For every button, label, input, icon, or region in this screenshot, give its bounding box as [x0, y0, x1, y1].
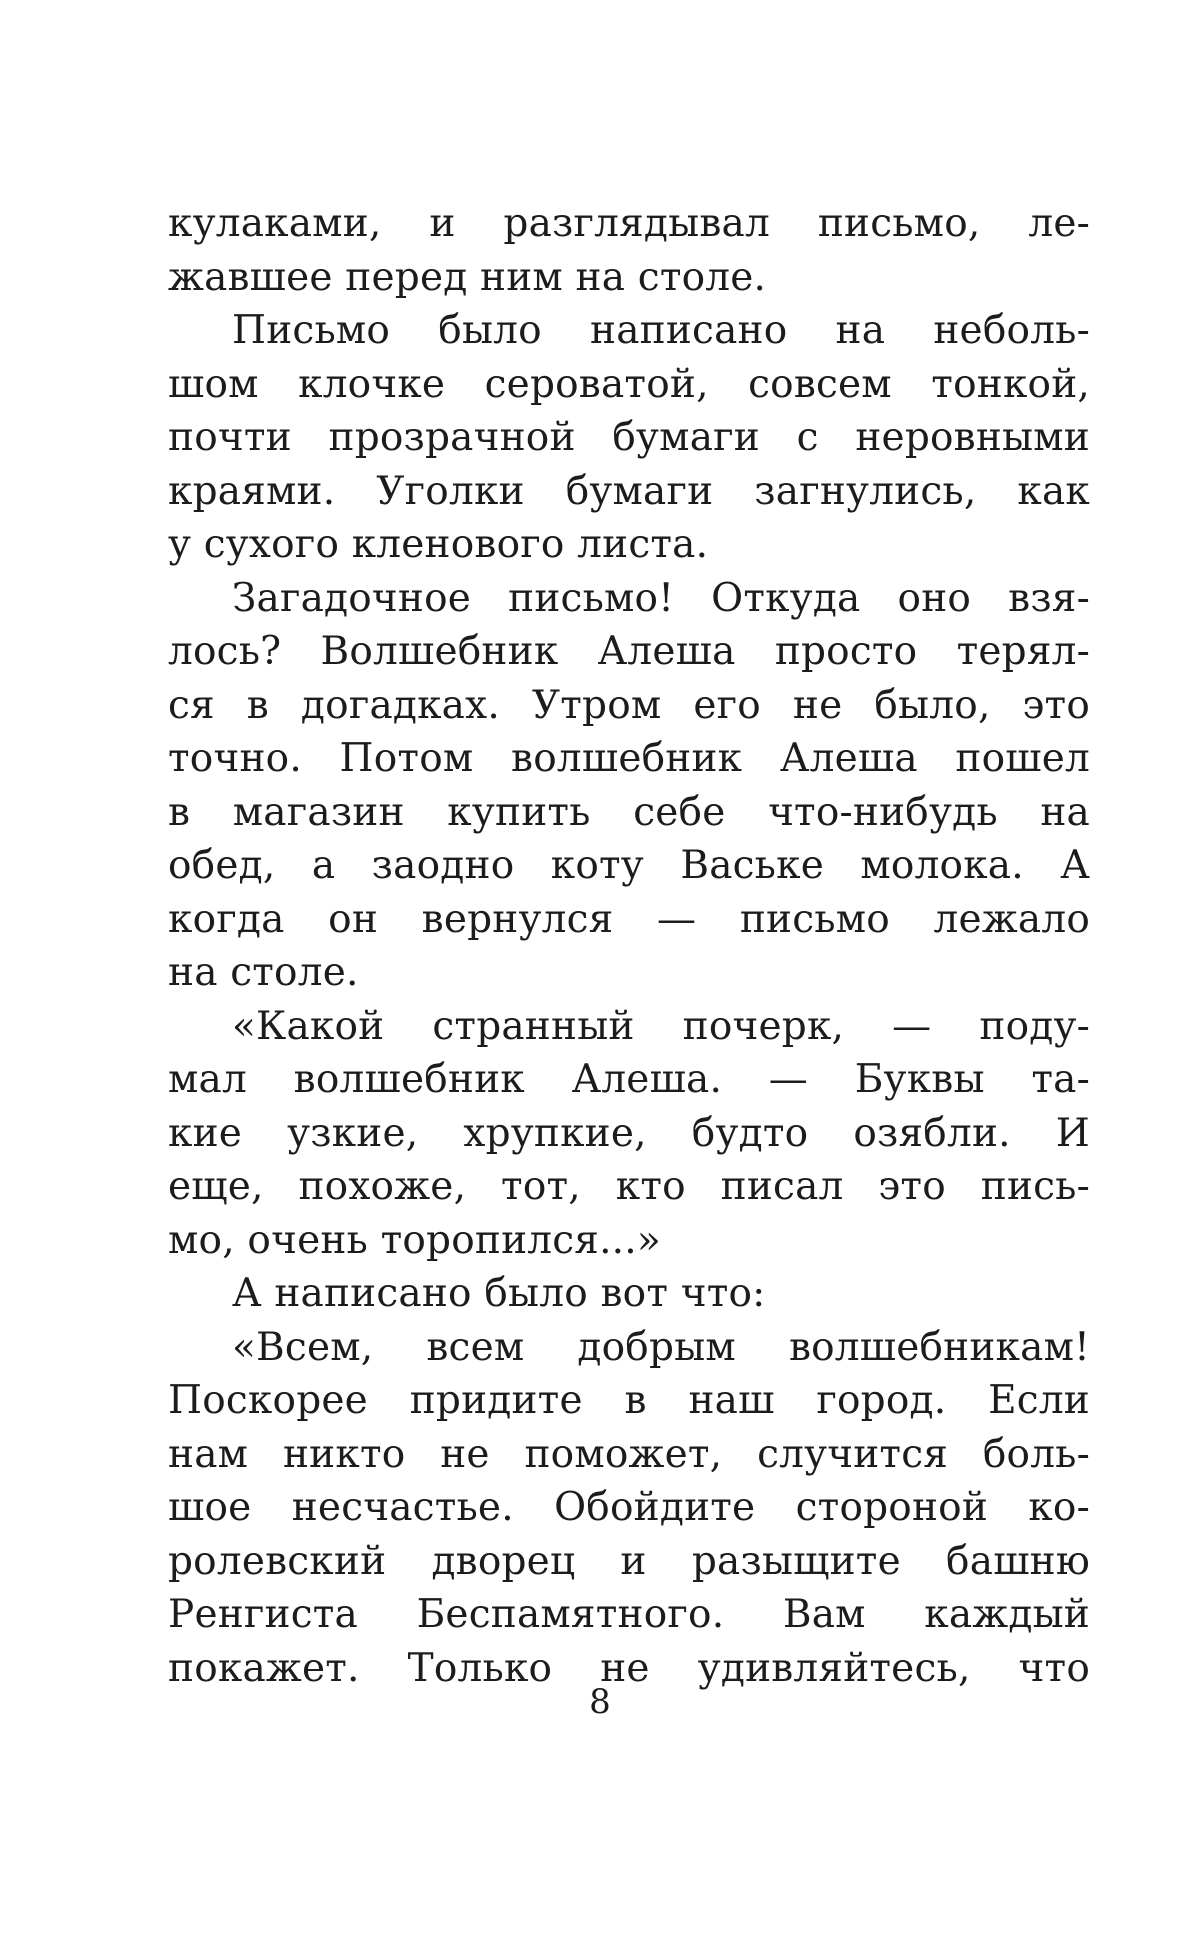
text-line: в магазин купить себе что-нибудь на — [168, 789, 1090, 835]
text-line: «Всем, всем добрым волшебникам! — [232, 1324, 1090, 1370]
text-line: краями. Уголки бумаги загнулись, как — [168, 468, 1090, 514]
text-line: на столе. — [168, 950, 359, 995]
text-line: Поскорее придите в наш город. Если — [168, 1378, 1090, 1423]
text-line: нам никто не поможет, случится боль- — [168, 1431, 1090, 1477]
text-line: мо, очень торопился...» — [168, 1217, 661, 1263]
text-line: покажет. Только не удивляйтесь, что — [168, 1645, 1090, 1691]
text-line: у сухого кленового листа. — [168, 522, 709, 567]
text-line: «Какой странный почерк, — поду- — [232, 1003, 1090, 1049]
text-line: мал волшебник Алеша. — Буквы та- — [168, 1057, 1090, 1102]
text-line: жавшее перед ним на столе. — [168, 254, 767, 300]
text-line: шом клочке сероватой, совсем тонкой, — [168, 361, 1090, 407]
text-line: Ренгиста Беспамятного. Вам каждый — [168, 1592, 1090, 1637]
text-line: ся в догадках. Утром его не было, это — [168, 682, 1090, 728]
text-line: А написано было вот что: — [232, 1271, 766, 1316]
text-line: ролевский дворец и разыщите башню — [168, 1538, 1090, 1584]
text-line: шое несчастье. Обойдите стороной ко- — [168, 1485, 1090, 1530]
text-line: лось? Волшебник Алеша просто терял- — [168, 629, 1090, 674]
text-line: Загадочное письмо! Откуда оно взя- — [232, 575, 1090, 621]
text-line: почти прозрачной бумаги с неровными — [168, 415, 1090, 460]
page-number: 8 — [589, 1682, 611, 1722]
text-line: кие узкие, хрупкие, будто озябли. И — [168, 1110, 1090, 1156]
text-line: еще, похоже, тот, кто писал это пись- — [168, 1164, 1090, 1209]
text-line: Письмо было написано на неболь- — [232, 308, 1090, 353]
text-line: кулаками, и разглядывал письмо, ле- — [168, 201, 1090, 246]
text-line: обед, а заодно коту Ваське молока. А — [168, 843, 1090, 888]
text-line: точно. Потом волшебник Алеша пошел — [168, 736, 1090, 781]
text-line: когда он вернулся — письмо лежало — [168, 896, 1090, 942]
body-text — [168, 197, 1090, 1695]
